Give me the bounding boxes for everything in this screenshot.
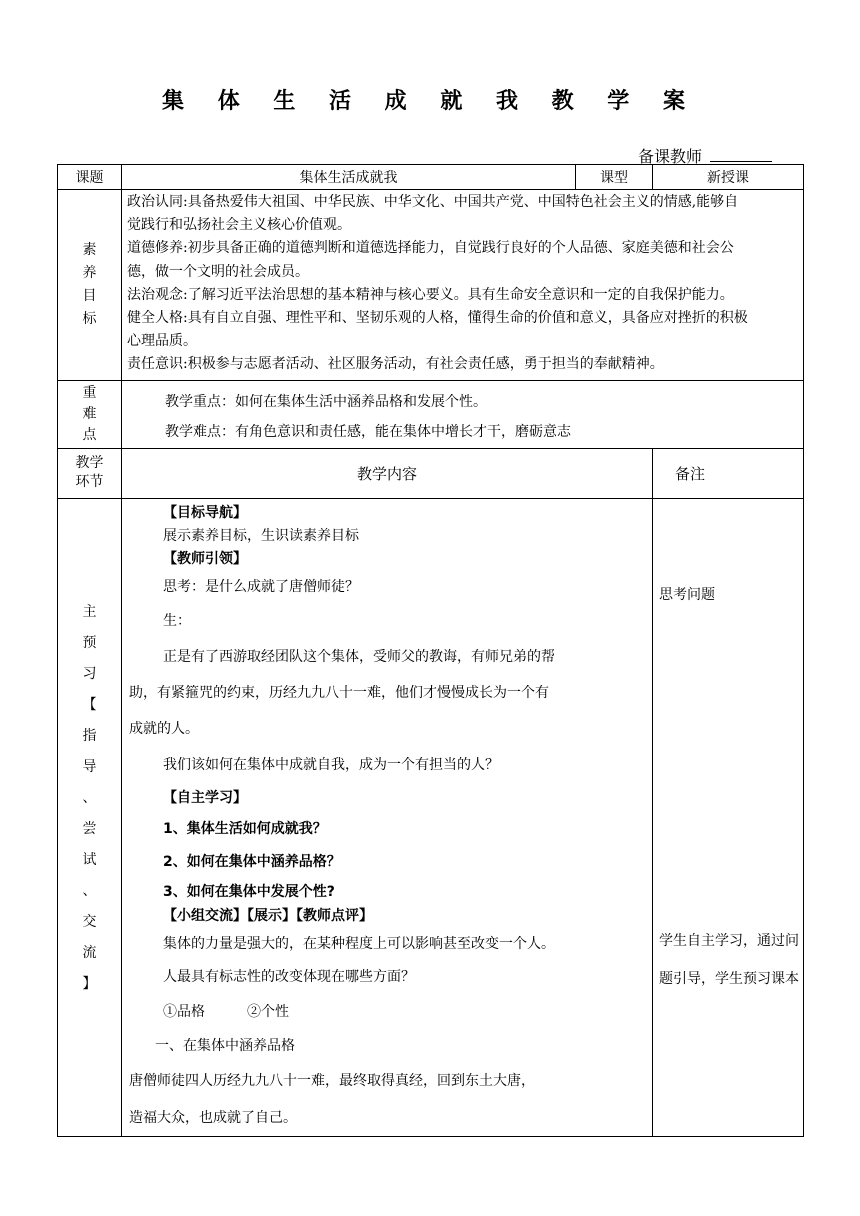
student-label: 生： <box>163 612 191 629</box>
remarks-cell <box>653 498 804 1136</box>
question-2: 2、如何在集体中涵养品格？ <box>163 853 341 870</box>
type-value-cell: 新授课 <box>653 165 804 190</box>
heading-teacher-lead: 【教师引领】 <box>163 550 247 567</box>
main-question: 我们该如何在集体中成就自我，成为一个有担当的人？ <box>163 756 499 773</box>
key-point-line: 教学重点：如何在集体生活中涵养品格和发展个性。 <box>165 393 487 410</box>
goal-line: 道德修养:初步具备正确的道德判断和道德选择能力，自觉践行良好的个人品德、家庭美德和社会公 <box>127 240 734 257</box>
header-row <box>58 448 804 498</box>
option-personality: ②个性 <box>247 1003 289 1020</box>
phase-char: 【 <box>82 696 97 713</box>
phase-char: 指 <box>82 727 97 744</box>
para1-line: 助，有紧箍咒的约束，历经九九八十一难，他们才慢慢成长为一个有 <box>129 684 549 701</box>
nav-text: 展示素养目标，生识读素养目标 <box>163 527 359 544</box>
phase-char: 、 <box>82 789 97 806</box>
document-title: 集 体 生 活 成 就 我 教 学 案 <box>162 89 698 114</box>
phase-char: 、 <box>82 882 97 899</box>
phase-char: 流 <box>82 944 97 961</box>
key-label-char: 难 <box>82 405 97 422</box>
remark-note-1: 思考问题 <box>659 586 715 603</box>
question-3: 3、如何在集体中发展个性? <box>163 883 335 900</box>
option-character: ①品格 <box>163 1003 205 1020</box>
topic-label-cell: 课题 <box>58 165 122 190</box>
section-1-heading: 一、在集体中涵养品格 <box>155 1037 295 1054</box>
goals-label-char: 目 <box>82 287 97 304</box>
goals-label-char: 素 <box>82 241 97 258</box>
heading-group-exchange: 【小组交流】【展示】【教师点评】 <box>163 907 373 924</box>
phase-char: 预 <box>82 634 97 651</box>
topic-row <box>58 165 804 190</box>
para2-line: 唐僧师徒四人历经九九八十一难，最终取得真经，回到东土大唐， <box>129 1072 535 1089</box>
content-cell <box>122 498 653 1136</box>
key-points-cell <box>122 380 804 448</box>
heading-self-study: 【自主学习】 <box>163 789 247 806</box>
key-label-cell <box>58 380 122 448</box>
phase-char: 主 <box>82 603 97 620</box>
phase-char: 导 <box>82 758 97 775</box>
phase-char: 尝 <box>82 820 97 837</box>
goal-line: 法治观念:了解习近平法治思想的基本精神与核心要义。具有生命安全意识和一定的自我保护能力。 <box>127 286 734 303</box>
power-text: 集体的力量是强大的，在某种程度上可以影响甚至改变一个人。 <box>163 935 555 952</box>
para2-line: 造福大众，也成就了自己。 <box>129 1109 297 1126</box>
teacher-blank-line <box>710 147 772 162</box>
heading-goal-nav: 【目标导航】 <box>163 504 247 521</box>
key-label-char: 点 <box>82 426 97 443</box>
type-label-cell: 课型 <box>576 165 653 190</box>
key-label-char: 重 <box>82 384 97 401</box>
remark-note-2-line: 题引导，学生预习课本 <box>659 970 799 987</box>
phase-char: 试 <box>82 851 97 868</box>
goals-label-cell <box>58 190 122 381</box>
teacher-label: 备课教师 <box>638 147 703 166</box>
step-header-line: 环节 <box>75 474 104 491</box>
content-header-cell: 教学内容 <box>122 448 653 498</box>
goal-line: 德，做一个文明的社会成员。 <box>127 263 309 280</box>
para1-line: 正是有了西游取经团队这个集体，受师父的教诲，有师兄弟的帮 <box>163 648 555 665</box>
step-header-line: 教学 <box>75 455 104 472</box>
goals-label-char: 标 <box>82 310 97 327</box>
phase-char: 习 <box>82 665 97 682</box>
goals-label-char: 养 <box>82 264 97 281</box>
phase-label-cell <box>58 498 122 1136</box>
goal-line: 心理品质。 <box>127 333 197 350</box>
options-line <box>129 994 645 1030</box>
goals-content-cell <box>122 190 804 381</box>
think-question: 思考：是什么成就了唐僧师徒？ <box>163 578 359 595</box>
step-header-cell <box>58 448 122 498</box>
para1-line: 成就的人。 <box>129 720 199 737</box>
main-row <box>58 498 804 1136</box>
phase-char: 】 <box>82 975 97 992</box>
key-point-line: 教学难点：有角色意识和责任感，能在集体中增长才干，磨砺意志 <box>165 423 571 440</box>
lesson-plan-table <box>57 164 804 1137</box>
goal-line: 健全人格:具有自立自强、理性平和、坚韧乐观的人格，懂得生命的价值和意义，具备应对挫折的积极 <box>127 310 748 327</box>
key-points-row <box>58 380 804 448</box>
goals-row <box>58 190 804 381</box>
goal-line: 觉践行和弘扬社会主义核心价值观。 <box>127 217 351 234</box>
topic-value-cell: 集体生活成就我 <box>122 165 576 190</box>
remark-header-cell: 备注 <box>653 448 804 498</box>
change-question: 人最具有标志性的改变体现在哪些方面？ <box>163 968 415 985</box>
goal-line: 政治认同:具备热爱伟大祖国、中华民族、中华文化、中国共产党、中国特色社会主义的情感,能够自 <box>127 194 739 210</box>
goal-line: 责任意识:积极参与志愿者活动、社区服务活动，有社会责任感，勇于担当的奉献精神。 <box>127 356 664 373</box>
question-1: 1、集体生活如何成就我？ <box>163 820 327 837</box>
phase-char: 交 <box>82 913 97 930</box>
remark-note-2-line: 学生自主学习，通过问 <box>659 932 799 949</box>
